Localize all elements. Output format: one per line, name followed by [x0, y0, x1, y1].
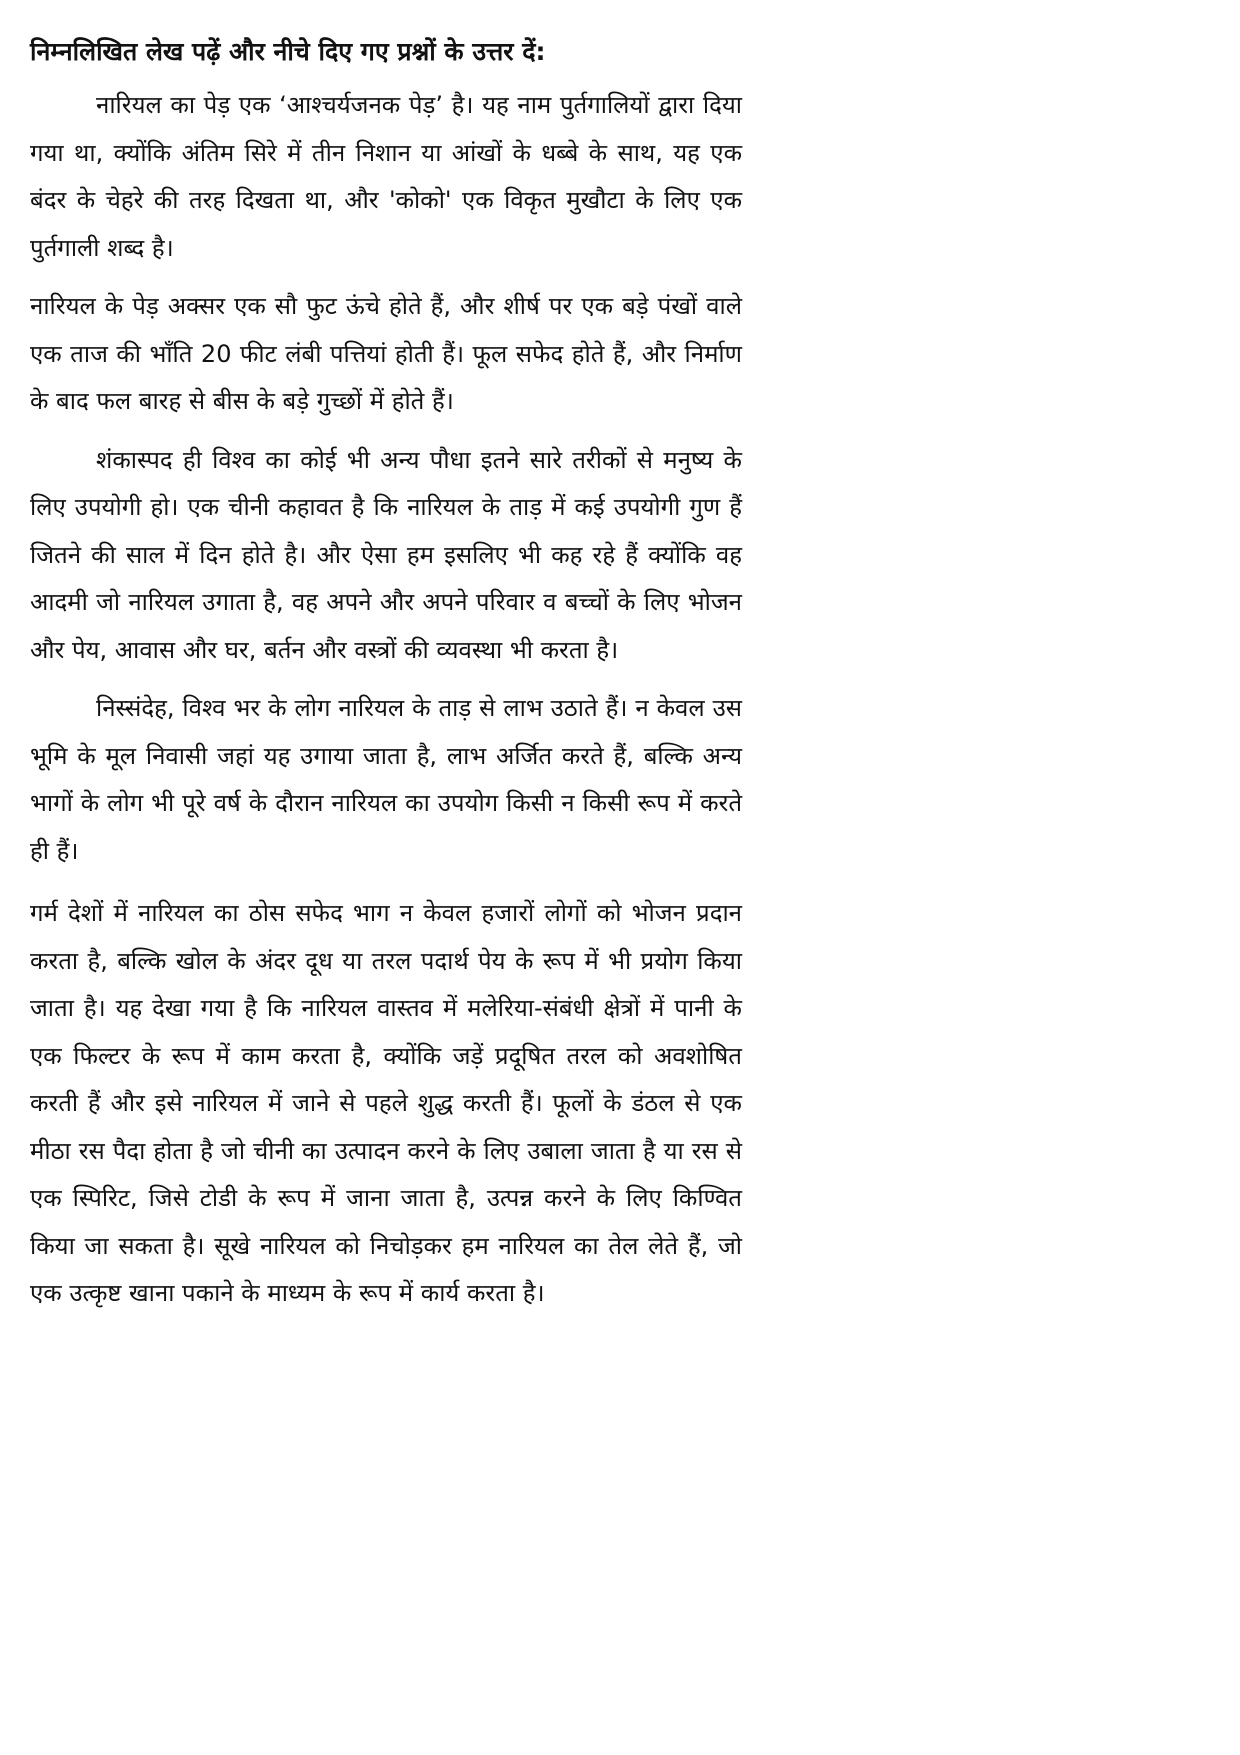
- paragraph-3: शंकास्पद ही विश्व का कोई भी अन्य पौधा इतने सारे तरीकों से मनुष्य के लिए उपयोगी हो। एक चीनी कहावत है कि नारियल के ताड़ में कई उपयोगी गुण हैं जितने की साल में दिन होते है। और ऐसा हम इसलिए भी कह रहे हैं क्योंकि वह आदमी जो नारियल उगाता है, वह अपने और अपने परिवार व बच्चों के लिए भोजन और पेय, आवास और घर, बर्तन और वस्त्रों की व्यवस्था भी करता है।: [30, 445, 742, 664]
- paragraph-1: नारियल का पेड़ एक ‘आश्चर्यजनक पेड़’ है। यह नाम पुर्तगालियों द्वारा दिया गया था, क्योंकि अंतिम सिरे में तीन निशान या आंखों के धब्बे के साथ, यह एक बंदर के चेहरे की तरह दिखता था, और 'कोको' एक विकृत मुखौटा के लिए एक पुर्तगाली शब्द है।: [30, 91, 742, 262]
- paragraph-5: गर्म देशों में नारियल का ठोस सफेद भाग न केवल हजारों लोगों को भोजन प्रदान करता है, बल्कि खोल के अंदर दूध या तरल पदार्थ पेय के रूप में भी प्रयोग किया जाता है। यह देखा गया है कि नारियल वास्तव में मलेरिया-संबंधी क्षेत्रों में पानी के एक फिल्टर के रूप में काम करता है, क्योंकि जड़ें प्रदूषित तरल को अवशोषित करती हैं और इसे नारियल में जाने से पहले शुद्ध करती हैं। फूलों के डंठल से एक मीठा रस पैदा होता है जो चीनी का उत्पादन करने के लिए उबाला जाता है या रस से एक स्पिरिट, जिसे टोडी के रूप में जाना जाता है, उत्पन्न करने के लिए किण्वित किया जा सकता है। सूखे नारियल को निचोड़कर हम नारियल का तेल लेते हैं, जो एक उत्कृष्ट खाना पकाने के माध्यम के रूप में कार्य करता है।: [30, 899, 742, 1307]
- paragraph-4: निस्संदेह, विश्व भर के लोग नारियल के ताड़ से लाभ उठाते हैं। न केवल उस भूमि के मूल निवासी जहां यह उगाया जाता है, लाभ अर्जित करते हैं, बल्कि अन्य भागों के लोग भी पूरे वर्ष के दौरान नारियल का उपयोग किसी न किसी रूप में करते ही हैं।: [30, 694, 742, 865]
- paragraph-2: नारियल के पेड़ अक्सर एक सौ फुट ऊंचे होते हैं, और शीर्ष पर एक बड़े पंखों वाले एक ताज की भाँति 20 फीट लंबी पत्तियां होती हैं। फूल सफेद होते हैं, और निर्माण के बाद फल बारह से बीस के बड़े गुच्छों में होते हैं।: [30, 292, 742, 415]
- passage-content: [30, 28, 742, 1318]
- instruction-heading: निम्नलिखित लेख पढ़ें और नीचे दिए गए प्रश्नों के उत्तर दें:: [30, 37, 546, 66]
